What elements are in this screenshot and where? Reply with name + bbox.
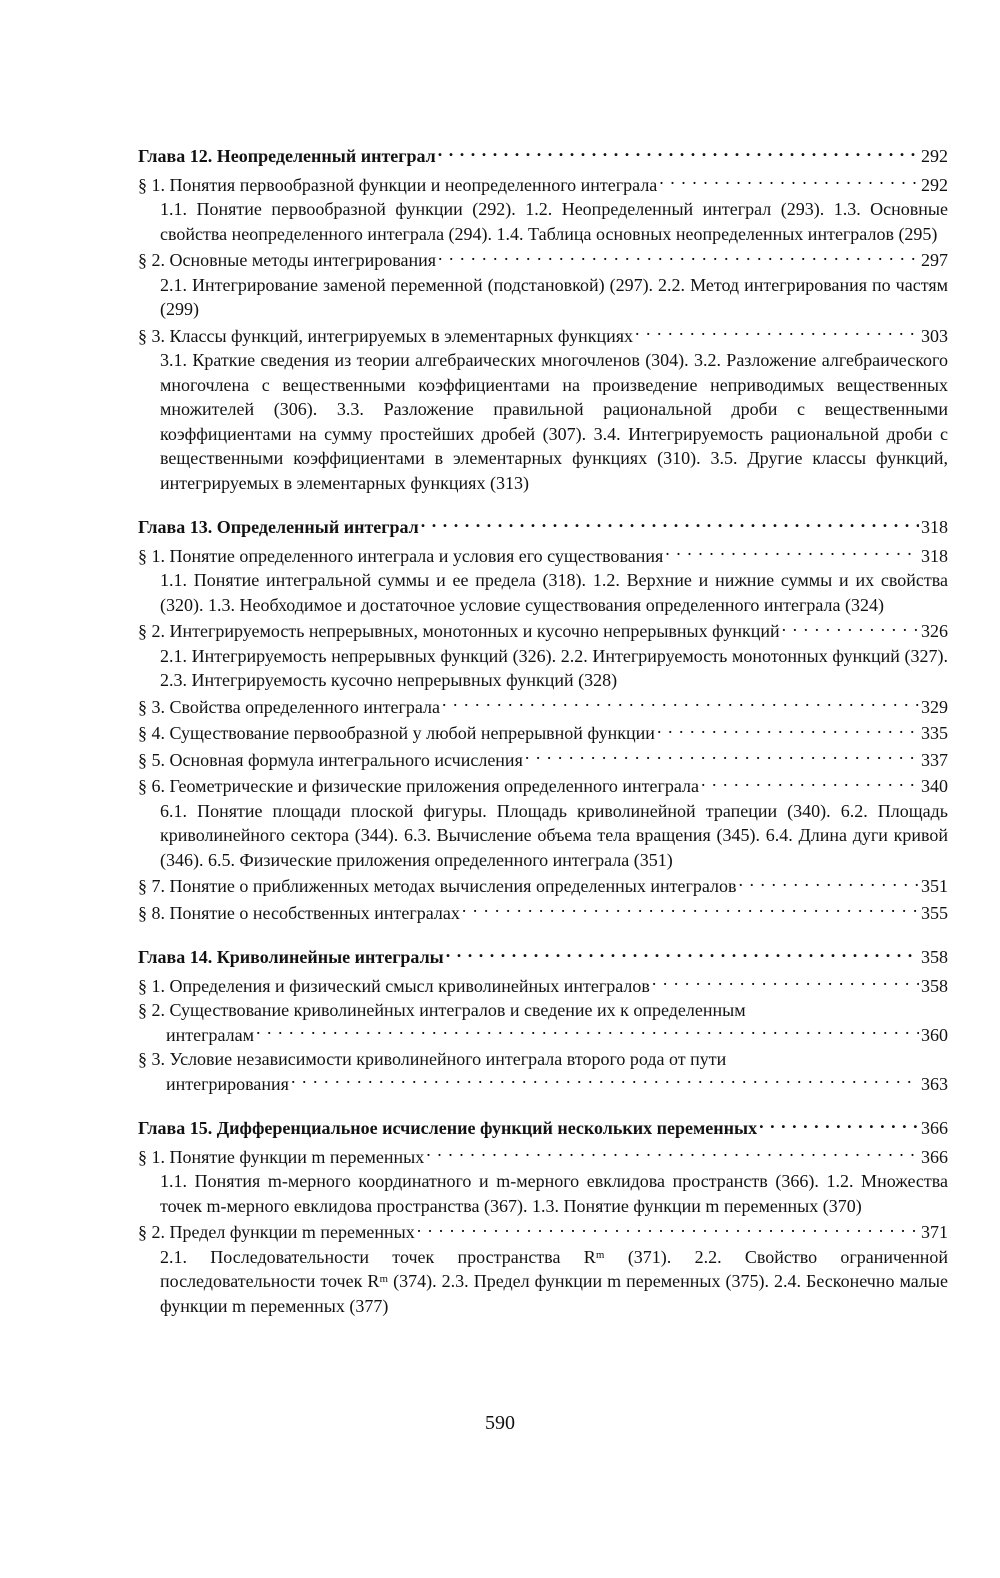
leader-dots (659, 173, 919, 191)
section-entry (138, 173, 948, 198)
chapter-13 (138, 515, 948, 925)
leader-dots (438, 248, 919, 266)
page-ref: 360 (921, 1024, 948, 1045)
section-entry (138, 1047, 948, 1096)
section-entry (138, 748, 948, 773)
leader-dots (782, 619, 919, 637)
page-ref: 351 (921, 876, 948, 896)
chapter-12 (138, 144, 948, 495)
leader-dots (701, 774, 919, 792)
section-entry (138, 324, 948, 349)
section-title: § 2. Предел функции m переменных (138, 1222, 415, 1242)
chapter-title: Глава 13. Определенный интеграл (138, 517, 419, 537)
section-title-continuation-row (138, 1023, 948, 1048)
page-ref: 318 (921, 545, 948, 566)
page-ref: 326 (921, 621, 948, 641)
page-ref: 292 (921, 174, 948, 195)
section-entry (138, 1145, 948, 1170)
chapter-heading (138, 1116, 948, 1141)
section-title: § 3. Классы функций, интегрируемых в элементарных функциях (138, 325, 633, 346)
leader-dots (635, 324, 919, 342)
chapter-title: Глава 14. Криволинейные интегралы (138, 947, 444, 967)
section-title: § 2. Интегрируемость непрерывных, монотонных и кусочно непрерывных функций (138, 621, 780, 641)
subsection-list: 1.1. Понятие интегральной суммы и ее предела (318). 1.2. Верхние и нижние суммы и их свойства (320). 1.3. Необходимое и достаточное условие существования определенного интеграла (324) (160, 570, 948, 615)
section-entry (138, 874, 948, 899)
chapter-14 (138, 945, 948, 1096)
leader-dots (446, 945, 919, 963)
subsection-list: 1.1. Понятие первообразной функции (292). 1.2. Неопределенный интеграл (293). 1.3. Основные свойства неопределенного интеграла (294). 1.4. Таблица основных неопределенных интегралов (295) (160, 199, 948, 244)
section-title: § 1. Понятие определенного интеграла и условия его существования (138, 545, 664, 566)
page-ref: 340 (921, 776, 948, 796)
leader-dots (652, 974, 919, 992)
leader-dots (738, 874, 919, 892)
section-entry (138, 901, 948, 926)
leader-dots (421, 515, 919, 533)
section-title: § 3. Условие независимости криволинейного интеграла второго рода от пути (138, 1049, 727, 1069)
chapter-heading (138, 144, 948, 169)
section-entry (138, 721, 948, 746)
leader-dots (759, 1116, 919, 1134)
subsection-list: 1.1. Понятия m-мерного координатного и m-мерного евклидова пространств (366). 1.2. Множества точек m-мерного евклидова пространства (367). 1.3. Понятие функции m переменных (370) (160, 1171, 948, 1216)
section-title: § 5. Основная формула интегрального исчисления (138, 749, 523, 770)
section-entry (138, 695, 948, 720)
section-title: § 1. Определения и физический смысл криволинейных интегралов (138, 975, 650, 996)
section-entry (138, 974, 948, 999)
leader-dots (665, 544, 919, 562)
page-ref: 335 (921, 723, 948, 743)
section-title: § 2. Существование криволинейных интегралов и сведение их к определенным (138, 1000, 746, 1020)
section-entry (138, 544, 948, 569)
subsection-list: 3.1. Краткие сведения из теории алгебраических многочленов (304). 3.2. Разложение алгебраического многочлена с вещественными коэффициентами на произведение неприводимых вещественных множителей (306). 3.3. Разложение правильной рациональной дроби с вещественными коэффициентами на сумму простейших дробей (307). 3.4. Интегрируемость рациональной дроби с вещественными коэффициентами в элементарных функциях (310). 3.5. Другие классы функций, интегрируемых в элементарных функциях (313) (160, 350, 948, 493)
subsection-list: 2.1. Последовательности точек пространства Rᵐ (371). 2.2. Свойство ограниченной последовательности точек Rᵐ (374). 2.3. Предел функции m переменных (375). 2.4. Бесконечно малые функции m переменных (377) (160, 1246, 948, 1316)
table-of-contents (138, 144, 948, 1338)
section-title: § 3. Свойства определенного интеграла (138, 696, 440, 717)
leader-dots (525, 748, 919, 766)
page-ref: 292 (921, 146, 948, 166)
page-ref: 337 (921, 749, 948, 770)
leader-dots (426, 1145, 919, 1163)
page-ref: 358 (921, 975, 948, 996)
page-ref: 371 (921, 1222, 948, 1242)
section-title: § 1. Понятие функции m переменных (138, 1146, 425, 1167)
page-ref: 366 (921, 1118, 948, 1138)
page-ref: 358 (921, 947, 948, 967)
leader-dots (291, 1072, 919, 1090)
section-title: § 7. Понятие о приближенных методах вычисления определенных интегралов (138, 876, 737, 896)
chapter-heading (138, 515, 948, 540)
section-title: § 4. Существование первообразной у любой непрерывной функции (138, 723, 655, 743)
subsection-list: 6.1. Понятие площади плоской фигуры. Площадь криволинейной трапеции (340). 6.2. Площадь криволинейного сектора (344). 6.3. Вычисление объема тела вращения (345). 6.4. Длина дуги кривой (346). 6.5. Физические приложения определенного интеграла (351) (160, 800, 948, 870)
leader-dots (462, 901, 919, 919)
section-title-continuation-row (138, 1072, 948, 1097)
chapter-title: Глава 12. Неопределенный интеграл (138, 146, 436, 166)
section-entry (138, 1220, 948, 1245)
section-title-continuation: интегралам (166, 1024, 255, 1045)
leader-dots (442, 695, 919, 713)
page-ref: 318 (921, 517, 948, 537)
subsection-list: 2.1. Интегрируемость непрерывных функций (326). 2.2. Интегрируемость монотонных функций (327). 2.3. Интегрируемость кусочно непрерывных функций (328) (160, 645, 948, 690)
chapter-heading (138, 945, 948, 970)
leader-dots (657, 721, 919, 739)
section-title: § 1. Понятия первообразной функции и неопределенного интеграла (138, 174, 658, 195)
page-ref: 355 (921, 902, 948, 923)
page-ref: 297 (921, 250, 948, 270)
section-title: § 2. Основные методы интегрирования (138, 250, 437, 270)
section-title: § 8. Понятие о несобственных интегралах (138, 902, 460, 923)
leader-dots (417, 1220, 919, 1238)
chapter-title: Глава 15. Дифференциальное исчисление функций нескольких переменных (138, 1118, 758, 1138)
page-ref: 366 (921, 1146, 948, 1167)
section-entry (138, 774, 948, 799)
leader-dots (438, 144, 919, 162)
page-ref: 329 (921, 696, 948, 717)
page-number: 590 (485, 1412, 515, 1434)
subsection-list: 2.1. Интегрирование заменой переменной (подстановкой) (297). 2.2. Метод интегрирования по частям (299) (160, 274, 948, 319)
section-title: § 6. Геометрические и физические приложения определенного интеграла (138, 776, 700, 796)
leader-dots (256, 1023, 919, 1041)
section-entry (138, 248, 948, 273)
section-title-continuation: интегрирования (166, 1073, 289, 1094)
section-entry (138, 998, 948, 1047)
section-entry (138, 619, 948, 644)
page-ref: 363 (921, 1073, 948, 1094)
page-ref: 303 (921, 325, 948, 346)
chapter-15 (138, 1116, 948, 1318)
